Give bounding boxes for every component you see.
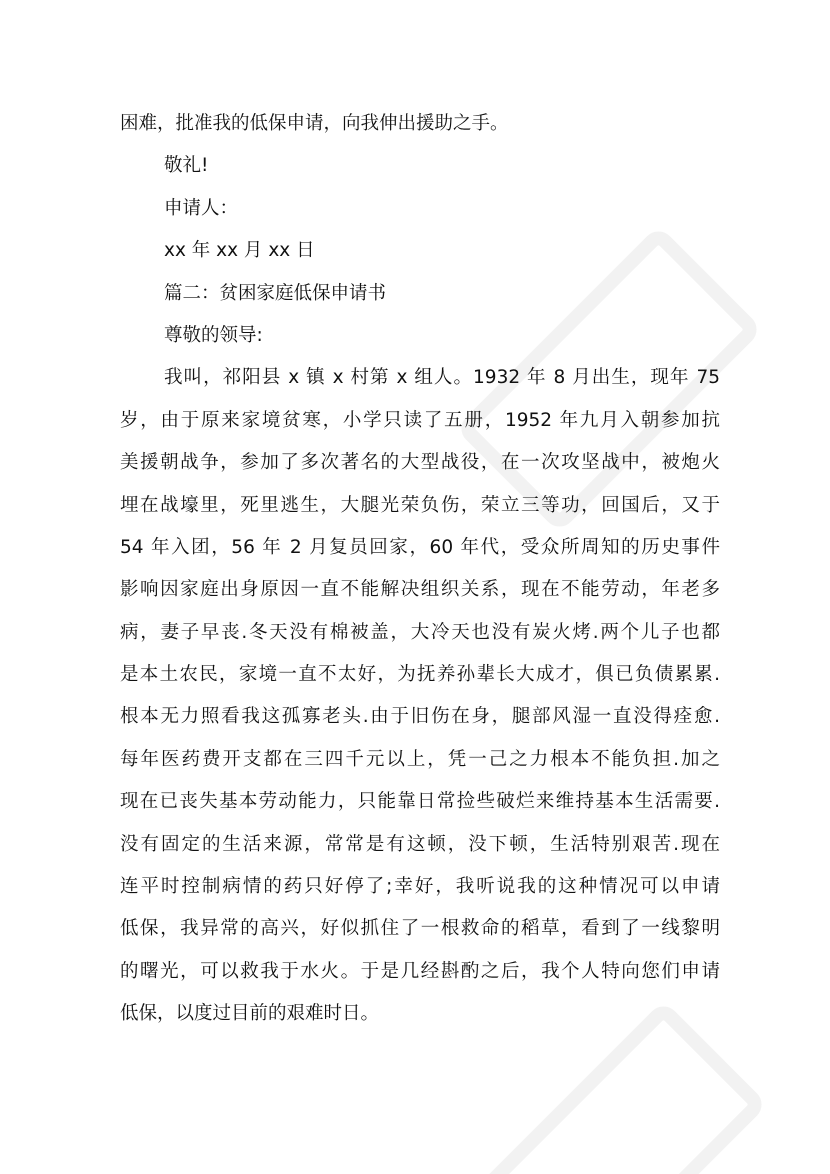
body-line: 每年医药费开支都在三四千元以上，凭一己之力根本不能负担.加之 [120, 748, 720, 770]
document-body [120, 103, 720, 1036]
section-title: 篇二：贫困家庭低保申请书 [164, 282, 387, 304]
body-line: 连平时控制病情的药只好停了;幸好，我听说我的这种情况可以申请 [120, 876, 720, 898]
body-line: 现在已丧失基本劳动能力，只能靠日常捡些破烂来维持基本生活需要. [120, 791, 720, 813]
closing-salutation: 敬礼! [164, 155, 209, 177]
applicant-label: 申请人： [164, 197, 239, 219]
body-line: 美援朝战争，参加了多次著名的大型战役，在一次攻坚战中，被炮火 [120, 452, 720, 474]
body-line: 病，妻子早丧.冬天没有棉被盖，大冷天也没有炭火烤.两个儿子也都 [120, 621, 720, 643]
body-line: 低保，以度过目前的艰难时日。 [120, 1003, 380, 1025]
body-line: 54 年入团，56 年 2 月复员回家，60 年代，受众所周知的历史事件 [120, 536, 720, 558]
body-line: 没有固定的生活来源，常常是有这顿，没下顿，生活特别艰苦.现在 [120, 833, 720, 855]
body-line: 困难，批准我的低保申请，向我伸出援助之手。 [120, 113, 509, 134]
body-line: 低保，我异常的高兴，好似抓住了一根救命的稻草，看到了一线黎明 [120, 918, 720, 940]
date-line: xx 年 xx 月 xx 日 [164, 240, 315, 262]
body-line: 是本土农民，家境一直不太好，为抚养孙辈长大成才，俱已负债累累. [120, 664, 720, 686]
body-line: 的曙光，可以救我于水火。于是几经斟酌之后，我个人特向您们申请 [120, 960, 720, 982]
greeting: 尊敬的领导: [164, 324, 263, 346]
body-line: 我叫，祁阳县 x 镇 x 村第 x 组人。1932 年 8 月出生，现年 75 [164, 367, 720, 389]
body-line: 根本无力照看我这孤寡老头.由于旧伤在身，腿部风湿一直没得痊愈. [120, 706, 720, 728]
body-line: 影响因家庭出身原因一直不能解决组织关系，现在不能劳动，年老多 [120, 579, 720, 601]
body-line: 岁，由于原来家境贫寒，小学只读了五册，1952 年九月入朝参加抗 [120, 409, 720, 431]
body-line: 埋在战壕里，死里逃生，大腿光荣负伤，荣立三等功，回国后，又于 [120, 494, 720, 516]
